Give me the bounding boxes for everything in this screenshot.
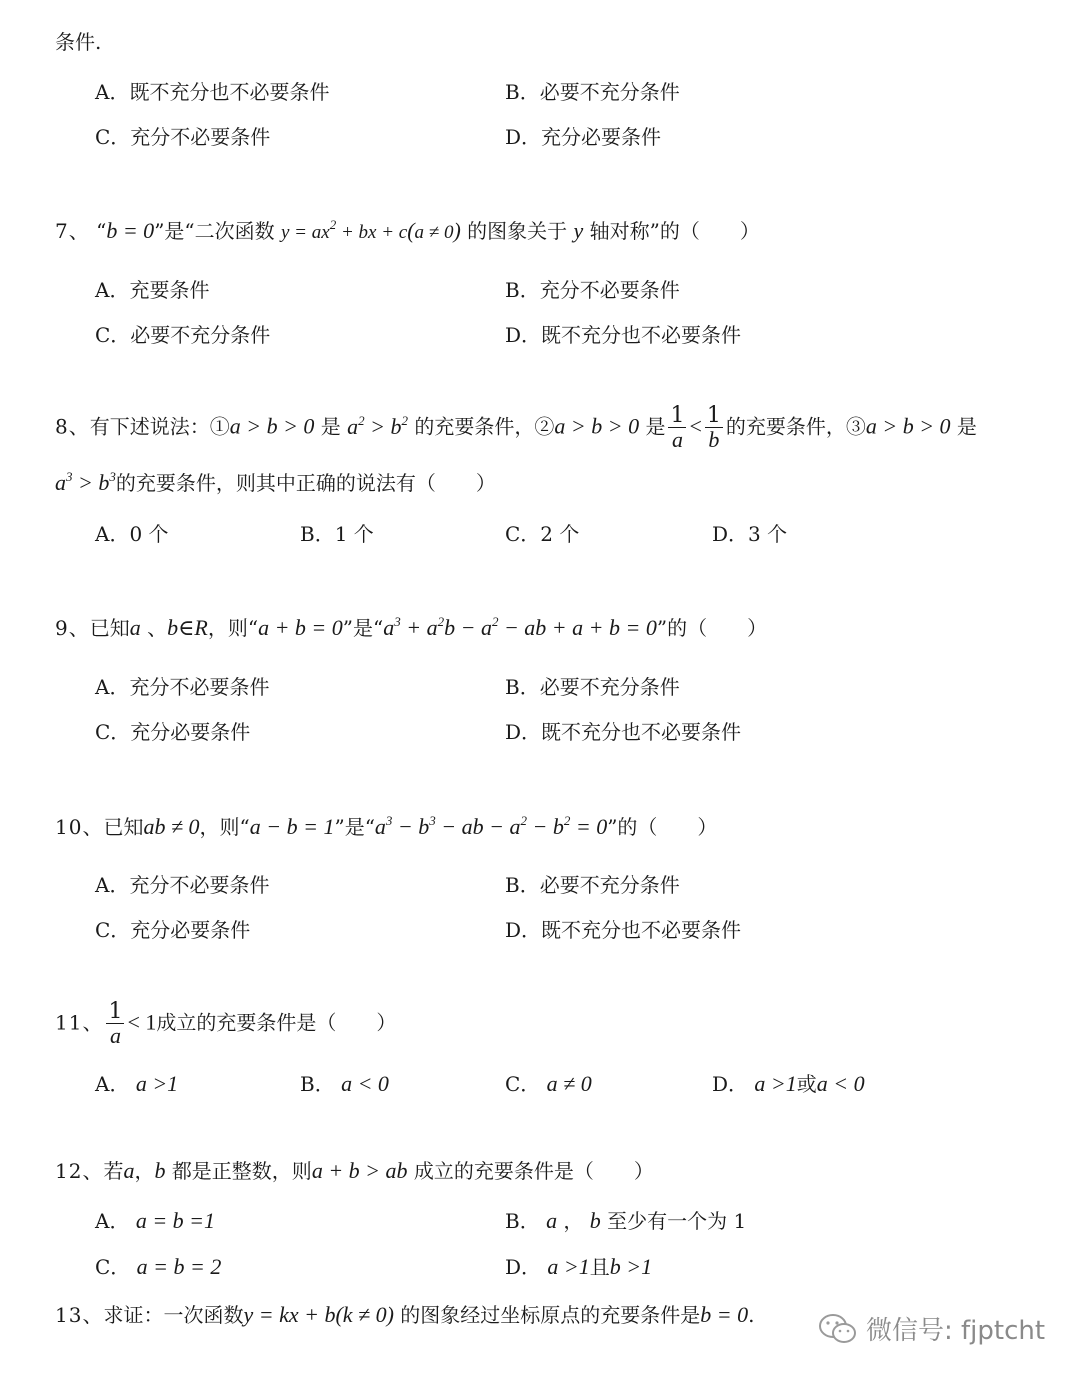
q10-option-c: C．充分必要条件 [95,918,251,942]
question-text: ”是“二次函数 [154,219,275,243]
fraction-1-over-a: $\frac{1}{a}$ [108,999,123,1049]
math-expression: y [573,218,584,243]
prev-option-c: C．充分不必要条件 [95,125,271,149]
prev-option-a: A．既不充分也不必要条件 [95,80,330,104]
q12-option-a: A． a = b =1 [95,1208,216,1233]
question-number: 13、 [55,1303,104,1327]
math-expression: $a^3 - b^3$ − ab − $a^2 - b^2 = 0$ [374,813,608,839]
question-text: ， [134,1159,155,1183]
q9-option-c: C．充分必要条件 [95,720,251,744]
q12-option-b: B． a ， b 至少有一个为 1 [505,1208,747,1233]
question-13: 13、求证：一次函数y = kx + b(k ≠ 0) 的图象经过坐标原点的充要条件是b = 0. [55,1302,755,1327]
math-expression: a + b > ab [311,1158,408,1183]
q10-option-a: A．充分不必要条件 [95,873,270,897]
q11-option-b: B． a < 0 [300,1071,389,1096]
q11-option-d: D． a >1或a < 0 [712,1071,865,1096]
question-text: 若 [103,1159,124,1183]
question-text: 的充要条件，② [414,414,555,439]
question-text: 成立的充要条件是（ ） [413,1159,654,1183]
q9-option-d: D．既不充分也不必要条件 [505,720,742,744]
question-11: 11、 $\frac{1}{a}$ < 1成立的充要条件是（ ） [55,999,397,1049]
q11-option-c: C． a ≠ 0 [505,1071,592,1096]
question-7 [55,218,760,245]
question-text: 求证：一次函数 [103,1303,244,1327]
math-expression: a > b > 0 [229,413,315,439]
question-text: 已知 [89,616,130,640]
math-expression: a + b = 0 [258,615,343,640]
math-expression: a > b > 0 [554,413,640,439]
question-12: 12、若a，b 都是正整数，则a + b > ab 成立的充要条件是（ ） [55,1158,654,1183]
question-text: ，则“ [199,815,250,839]
question-text: ”是“ [334,815,375,839]
question-text: 是 [956,414,977,439]
prev-option-b: B．必要不充分条件 [505,80,680,104]
fraction-1-over-a: $\frac{1}{a}$ [670,403,685,453]
math-expression: b = 0 [700,1302,749,1327]
q8-option-a: A．0 个 [95,522,169,546]
question-text: “ [96,219,107,243]
math-expression: $a^3 > b^3$ [55,469,116,495]
q9-option-b: B．必要不充分条件 [505,675,680,699]
question-text: 已知 [103,815,144,839]
math-expression: $a^3 + a^2b - a^2$ − ab + a + b = 0 [383,614,657,640]
question-text: 的充要条件，③ [725,414,866,439]
q7-option-d: D．既不充分也不必要条件 [505,323,742,347]
question-number: 8、 [55,414,90,439]
question-text: 、 [147,616,168,640]
wechat-icon [818,1313,858,1345]
q12-option-d: D． a >1且b >1 [505,1254,653,1279]
math-expression: $y = ax^2$ + bx + c(a ≠ 0) [281,217,461,243]
question-text: ”的（ ） [607,815,718,839]
q8-option-b: B．1 个 [300,522,374,546]
math-expression: a > b > 0 [865,413,951,439]
question-8-line-2 [55,470,496,496]
question-8: 8、有下述说法：①a > b > 0 是 $a^2 > b^2$ 的充要条件，②a > b > 0 是 $\frac{1}{a}$ < $\frac{1}{b}$ 的充要条件，③a > b > 0 是 [55,403,977,453]
question-text: 有下述说法：① [89,414,230,439]
math-expression: b [167,615,179,640]
math-expression: $a^2 > b^2$ [347,412,409,439]
math-expression: y = kx + b(k ≠ 0) [243,1302,394,1327]
math-expression: ab ≠ 0 [143,814,200,839]
math-expression: a − b = 1 [249,814,335,839]
watermark-text: 微信号: fjptcht [866,1316,1046,1346]
fraction-1-over-b: $\frac{1}{b}$ [706,403,721,453]
q10-option-b: B．必要不充分条件 [505,873,680,897]
question-9: 9、已知a 、b∈R，则“a + b = 0”是“$a^3 + a^2b - a^2$ − ab + a + b = 0”的（ ） [55,614,768,640]
q7-option-a: A．充要条件 [95,278,210,302]
q12-option-c: C． a = b = 2 [95,1254,222,1279]
math-variable: a [129,615,141,640]
question-text: 是 [645,414,666,439]
question-text: ，则“ [207,616,259,640]
question-text: 都是正整数，则 [171,1159,312,1183]
q11-option-a: A． a >1 [95,1071,179,1096]
q10-option-d: D．既不充分也不必要条件 [505,918,742,942]
math-expression: b = 0 [106,218,155,243]
question-text: ”的（ ） [656,616,768,640]
question-number: 10、 [55,815,104,839]
question-text: 成立的充要条件是（ ） [156,1010,397,1035]
question-text: ”是“ [342,616,384,640]
question-text: 是 [320,414,341,439]
q8-option-c: C．2 个 [505,522,580,546]
question-text: 的充要条件，则其中正确的说法有（ ） [115,471,496,495]
question-text: 轴对称”的（ ） [589,219,760,243]
q9-option-a: A．充分不必要条件 [95,675,270,699]
intro-fragment: 条件. [55,30,102,54]
prev-option-d: D．充分必要条件 [505,125,662,149]
question-text: 的图象经过坐标原点的充要条件是 [400,1303,701,1327]
question-number: 12、 [55,1159,104,1183]
question-10 [55,814,717,840]
q7-option-c: C．必要不充分条件 [95,323,271,347]
question-number: 11、 [55,1010,104,1035]
question-number: 9、 [55,616,90,640]
question-text: 的图象关于 [467,219,568,243]
q7-option-b: B．充分不必要条件 [505,278,680,302]
question-number: 7、 [55,219,90,243]
q8-option-d: D．3 个 [712,522,788,546]
watermark [818,1310,1045,1347]
